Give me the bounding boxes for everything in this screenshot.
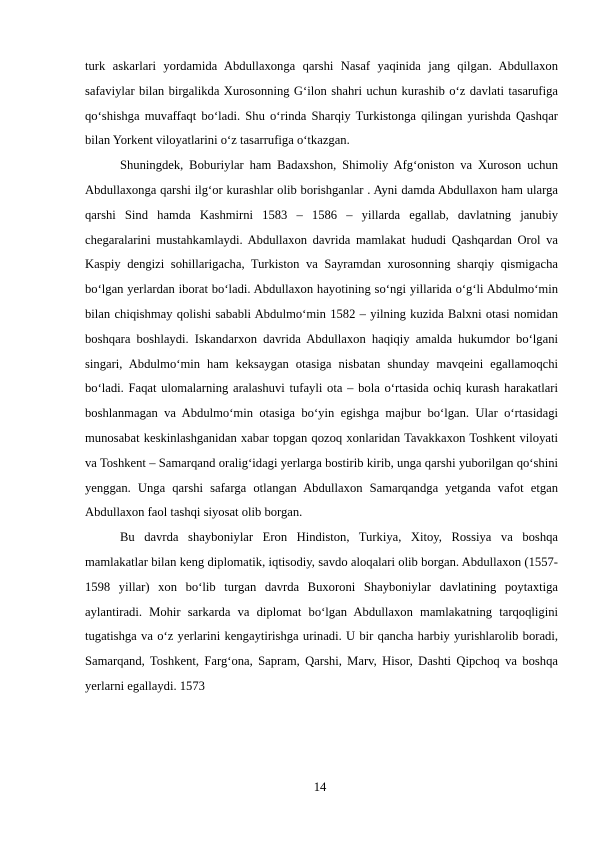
paragraph-boburiylar: Shuningdek, Boburiylar ham Badaxshon, Shimoliy Afg‘oniston va Xuroson uchun Abdullaxonga qarshi ilg‘or kurashlar olib borishganlar . Ayni damda Abdullaxon ham ularga qarshi Sind hamda Kashmirni 1583 – 1586 – yillarda egallab, davlatning janubiy chegaralarini mustahkamlaydi. Abdullaxon davrida mamlakat hududi Qashqardan Orol va Kaspiy dengizi sohillarigacha, Turkiston va Sayramdan xurosonning sharqiy qismigacha bo‘lgan yerlardan iborat bo‘ladi. Abdullaxon hayotining so‘ngi yillarida o‘g‘li Abdulmo‘min bilan chiqishmay qolishi sababli Abdulmo‘min 1582 – yilning kuzida Balxni otasi nomidan boshqara boshlaydi. Iskandarxon davrida Abdullaxon haqiqiy amalda hukumdor bo‘lgani singari, Abdulmo‘min ham keksaygan otasiga nisbatan shunday mavqeini egallamoqchi bo‘ladi. Faqat ulomalarning aralashuvi tufayli ota – bola o‘rtasida ochiq kurash harakatlari boshlanmagan va Abdulmo‘min otasiga bo‘yin egishga majbur bo‘lgan. Ular o‘rtasidagi munosabat keskinlashganidan xabar topgan qozoq xonlaridan Tavakkaxon Toshkent viloyati va Toshkent – Samarqand oralig‘idagi yerlarga bostirib kirib, unga qarshi yuborilgan qo‘shini yenggan. Unga qarshi safarga otlangan Abdullaxon Samarqandga yetganda vafot etgan Abdullaxon faol tashqi siyosat olib borgan. bbox=[85, 158, 558, 520]
paragraph-diplomacy: Bu davrda shayboniylar Eron Hindiston, Turkiya, Xitoy, Rossiya va boshqa mamlakatlar bilan keng diplomatik, iqtisodiy, savdo aloqalari olib borgan. Abdullaxon (1557-1598 yillar) xon bo‘lib turgan davrda Buxoroni Shayboniylar davlatining poytaxtiga aylantiradi. Mohir sarkarda va diplomat bo‘lgan Abdullaxon mamlakatning tarqoqligini tugatishga va o‘z yerlarini kengaytirishga urinadi. U bir qancha harbiy yurishlarolib boradi, Samarqand, Toshkent, Farg‘ona, Sapram, Qarshi, Marv, Hisor, Dashti Qipchoq va boshqa yerlarni egallaydi. 1573 bbox=[85, 530, 558, 693]
page-number: 14 bbox=[313, 780, 327, 794]
body-text bbox=[85, 54, 558, 699]
paragraph-continuation: turk askarlari yordamida Abdullaxonga qarshi Nasaf yaqinida jang qilgan. Abdullaxon safaviylar bilan birgalikda Xurosonning G‘ilon shahri uchun kurashib o‘z davlati tasarufiga qo‘shishga muvaffaqt bo‘ladi. Shu o‘rinda Sharqiy Turkistonga qilingan yurishda Qashqar bilan Yorkent viloyatlarini o‘z tasarrufiga o‘tkazgan. bbox=[85, 59, 558, 148]
